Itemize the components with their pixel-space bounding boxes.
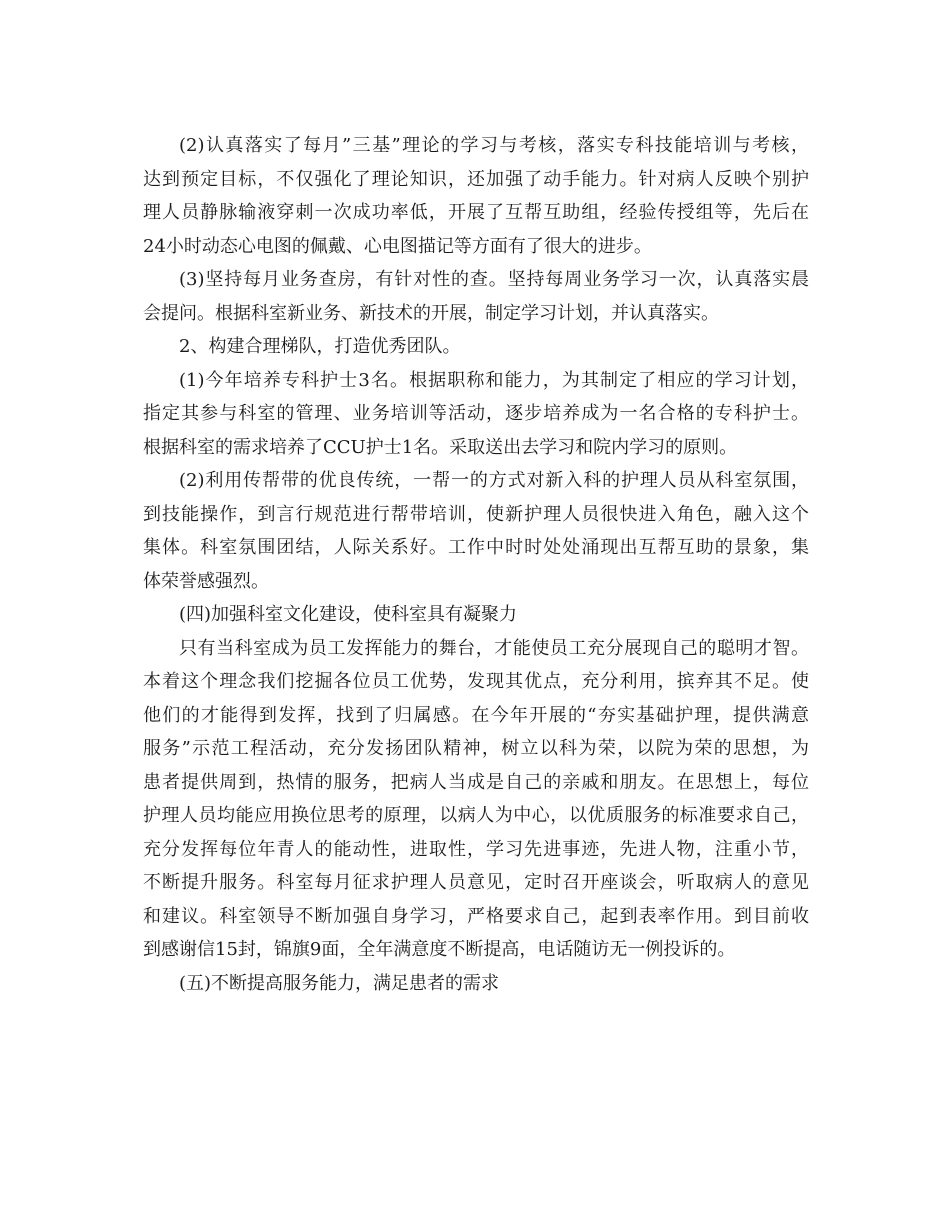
text-line: (2)利用传帮带的优良传统，一帮一的方式对新入科的护理人员从科室氛围，: [179, 470, 809, 491]
paragraph: [143, 598, 809, 632]
text-line: 会提问。根据科室新业务、新技术的开展，制定学习计划，并认真落实。: [143, 302, 719, 324]
text-line: 达到预定目标，不仅强化了理论知识，还加强了动手能力。针对病人反映个别护: [143, 168, 809, 190]
text-line: 护理人员均能应用换位思考的原理，以病人为中心，以优质服务的标准要求自己，: [143, 805, 809, 826]
text-line: (四)加强科室文化建设，使科室具有凝聚力: [179, 604, 518, 625]
text-line: 指定其参与科室的管理、业务培训等活动，逐步培养成为一名合格的专科护士。: [143, 403, 809, 424]
paragraph: [143, 364, 809, 465]
text-line: 2、构建合理梯队，打造优秀团队。: [179, 336, 461, 357]
text-line: 24小时动态心电图的佩戴、心电图描记等方面有了很大的进步。: [143, 235, 652, 257]
text-line: 他们的才能得到发挥，找到了归属感。在今年开展的“夯实基础护理，提供满意: [143, 704, 809, 726]
text-line: (2)认真落实了每月”三基”理论的学习与考核，落实专科技能培训与考核，: [179, 135, 809, 156]
text-line: 集体。科室氛围团结，人际关系好。工作中时时处处涌现出互帮互助的景象，集: [143, 537, 809, 558]
text-line: (3)坚持每月业务查房，有针对性的查。坚持每周业务学习一次，认真落实晨: [179, 269, 809, 290]
text-line: 体荣誉感强烈。: [143, 570, 269, 592]
text-line: 本着这个理念我们挖掘各位员工优势，发现其优点，充分利用，摈弃其不足。使: [143, 671, 809, 692]
text-line: 不断提升服务。科室每月征求护理人员意见，定时召开座谈会，听取病人的意见: [143, 872, 809, 893]
text-line: 到感谢信15封，锦旗9面，全年满意度不断提高，电话随访无一例投诉的。: [143, 939, 736, 960]
paragraph: [143, 464, 809, 598]
text-line: (五)不断提高服务能力，满足患者的需求: [179, 972, 500, 994]
paragraph: [143, 263, 809, 330]
paragraph: [143, 129, 809, 263]
text-line: 只有当科室成为员工发挥能力的舞台，才能使员工充分展现自己的聪明才智。: [179, 637, 809, 659]
text-line: 根据科室的需求培养了CCU护士1名。采取送出去学习和院内学习的原则。: [143, 436, 738, 458]
text-line: 到技能操作，到言行规范进行帮带培训，使新护理人员很快进入角色，融入这个: [143, 503, 809, 525]
document-page: [143, 129, 809, 1000]
paragraph: [143, 330, 809, 364]
text-line: 服务”示范工程活动，充分发扬团队精神，树立以科为荣，以院为荣的思想，为: [143, 738, 809, 759]
text-line: 理人员静脉输液穿刺一次成功率低，开展了互帮互助组，经验传授组等，先后在: [143, 202, 809, 223]
paragraph: [143, 632, 809, 967]
text-line: 充分发挥每位年青人的能动性，进取性，学习先进事迹，先进人物，注重小节，: [143, 838, 809, 860]
paragraph: [143, 967, 809, 1001]
text-line: 和建议。科室领导不断加强自身学习，严格要求自己，起到表率作用。到目前收: [143, 905, 809, 927]
text-line: (1)今年培养专科护士3名。根据职称和能力，为其制定了相应的学习计划，: [179, 369, 809, 391]
text-line: 患者提供周到，热情的服务，把病人当成是自己的亲戚和朋友。在思想上，每位: [143, 771, 809, 793]
